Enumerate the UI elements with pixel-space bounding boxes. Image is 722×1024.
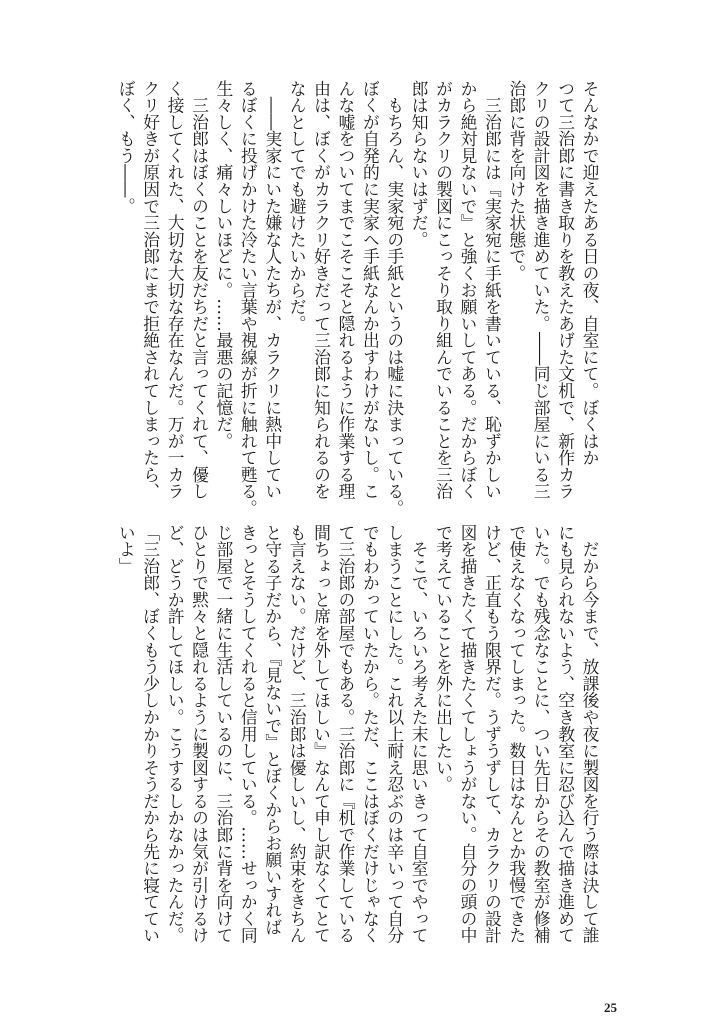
text-column: クリの設計図を描き進めていた。――同じ部屋にいる三 [531, 80, 552, 500]
page-number: 25 [604, 1000, 617, 1015]
text-column: く接してくれた、大切な大切な存在なんだ。万が一カラ [165, 80, 186, 500]
text-column: ――実家にいた嫌な人たちが、カラクリに熱中してい [262, 80, 283, 500]
text-column: で使えなくなってしまった。数日はなんとか我慢できた [506, 524, 527, 944]
text-column: 「三治郎、ぼくもう少しかかりそうだから先に寝ててい [140, 524, 161, 944]
text-column: 由は、ぼくがカラクリ好きだって三治郎に知られるのを [311, 80, 332, 500]
text-column: そこで、いろいろ考えた末に思いきって自室でやって [409, 524, 430, 944]
text-column: しまうことにした。これ以上耐え忍ぶのは辛いって自分 [384, 524, 405, 944]
text-column: 郎は知らないはずだ。 [409, 80, 430, 248]
text-column: 生々しく、痛々しいほどに。……最悪の記憶だ。 [213, 80, 234, 450]
text-column: にも見られないよう、空き教室に忍び込んで描き進めて [555, 524, 576, 944]
text-column: じ部屋で一緒に生活しているのに、三治郎に背を向けて [213, 524, 234, 944]
text-column: いよ」 [116, 524, 137, 575]
text-column: でもわかっていたから。ただ、ここはぼくだけじゃなく [360, 524, 381, 944]
text-column: がカラクリの製図にこっそり取り組んでいることを三治 [433, 80, 454, 500]
text-column: 三治郎はぼくのことを友だちだと言ってくれて、優し [189, 80, 210, 500]
text-column: ぼく、もう――。 [116, 80, 137, 215]
text-column: けど、正直もう限界だ。うずうずして、カラクリの設計 [482, 524, 503, 944]
text-column: クリ好きが原因で三治郎にまで拒絶されてしまったら、 [140, 80, 161, 500]
text-column: で考えていることを外に出したい。 [433, 524, 454, 793]
text-column: つて三治郎に書き取りを教えたあげた文机で、新作カラ [555, 80, 576, 500]
text-column: も言えない。だけど、三治郎は優しいし、約束をきちん [287, 524, 308, 944]
text-column: 間ちょっと席を外してほしい』なんて申し訳なくてとて [311, 524, 332, 944]
text-column: て三治郎の部屋でもある。三治郎に『机で作業している [335, 524, 356, 944]
text-column: 治郎に背を向けた状態で。 [506, 80, 527, 282]
text-column: から絶対見ないで』と強くお願いしてある。だからぼく [457, 80, 478, 500]
text-column: だから今まで、放課後や夜に製図を行う際は決して誰 [580, 524, 600, 944]
text-column: そんなかで迎えたある日の夜、自室にて。ぼくはか [580, 80, 600, 467]
text-column: るぼくに投げかけた冷たい言葉や視線が折に触れて甦る。 [238, 80, 259, 517]
text-column: ひとりで黙々と隠れるように製図するのは気が引けるけ [189, 524, 210, 944]
text-column: と守る子だから、『見ないで』とぼくからお願いすれば [262, 524, 283, 936]
text-column: もちろん、実家宛の手紙というのは嘘に決まっている。 [384, 80, 405, 517]
text-column: ぼくが自発的に実家へ手紙なんか出すわけがないし。こ [360, 80, 381, 500]
text-column: なんとしてでも避けたいからだ。 [287, 80, 308, 332]
text-column: 三治郎には『実家宛に手紙を書いている、恥ずかしい [482, 80, 503, 500]
text-block-top [114, 80, 602, 517]
text-column: んな嘘をついてまでこそこそと隠れるように作業する理 [335, 80, 356, 500]
text-block-bottom [114, 524, 602, 954]
text-column: ど、どうか許してほしい。こうするしかなかったんだ。 [165, 524, 186, 944]
text-column: いた。でも残念なことに、つい先日からその教室が修補 [531, 524, 552, 944]
text-column: 図を描きたくて描きたくてしょうがない。自分の頭の中 [457, 524, 478, 944]
text-column: きっとそうしてくれると信用している。……せっかく同 [238, 524, 259, 944]
